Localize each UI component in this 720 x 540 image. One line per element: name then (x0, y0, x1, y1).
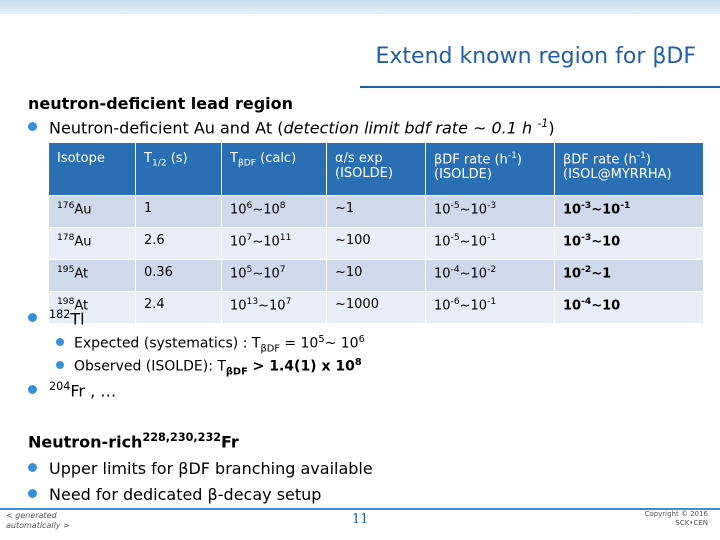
bullet-dot-icon (28, 385, 37, 394)
table-header-row (49, 143, 704, 196)
footer-line (0, 508, 720, 510)
isotope-table (48, 142, 704, 324)
slide-title: Extend known region for βDF (375, 44, 696, 69)
cell-isotope: $^{198}$At (49, 292, 136, 324)
cell-rate-isolde: $10^{-5}\sim 10^{-1}$ (426, 228, 555, 260)
cell-thalf: 2.4 (136, 292, 222, 324)
title-underline (360, 86, 720, 88)
header-t-bdf: $T_{\beta DF}$ (calc) (222, 143, 327, 196)
header-t-half: $T_{1/2}$ (s) (136, 143, 222, 196)
cell-isotope: $^{176}$Au (49, 196, 136, 228)
cell-isotope: $^{178}$Au (49, 228, 136, 260)
sub-bullet-expected: Expected (systematics) : $T_{\beta DF}$ = $10^5\sim$ $10^6$ (56, 334, 365, 354)
table-row (49, 228, 704, 260)
cell-rate-myrrha: $10^{-3}\sim 10$ (555, 228, 704, 260)
table-row (49, 292, 704, 324)
bullet-beta-setup: Need for dedicated β-decay setup (28, 485, 321, 504)
cell-tbdf: $10^7\sim 10^{11}$ (222, 228, 327, 260)
cell-thalf: 1 (136, 196, 222, 228)
footer-generated: < generated automatically > (6, 511, 70, 530)
cell-rate-isolde: $10^{-6}\sim 10^{-1}$ (426, 292, 555, 324)
bullet1-italic: detection limit bdf rate ~ 0.1 h (283, 118, 538, 138)
cell-rate-myrrha: $10^{-4}\sim 10$ (555, 292, 704, 324)
bullet-dot-icon (28, 463, 37, 472)
bullet1-italic-sup: -1 (537, 117, 549, 130)
table-row (49, 260, 704, 292)
bullet-upper-limits: Upper limits for βDF branching available (28, 459, 373, 478)
bullet1-suffix: ) (548, 118, 555, 138)
header-alpha: α/s exp (ISOLDE) (327, 143, 426, 196)
cell-tbdf: $10^6\sim 10^8$ (222, 196, 327, 228)
bullet-dot-icon (28, 489, 37, 498)
top-band (0, 0, 720, 14)
cell-rate-myrrha: $10^{-2}\sim 1$ (555, 260, 704, 292)
table-row (49, 196, 704, 228)
bullet-dot-icon (28, 313, 37, 322)
bullet-fr: $^{204}$Fr , … (28, 380, 116, 400)
cell-alpha: ~1 (327, 196, 426, 228)
bullet-dot-icon (56, 338, 64, 346)
bullet-au-at (28, 117, 555, 137)
header-isotope: Isotope (49, 143, 136, 196)
cell-tbdf: $10^5\sim 10^7$ (222, 260, 327, 292)
footer-copyright: Copyright © 2016 SCK•CEN (644, 510, 708, 527)
cell-tbdf: $10^{13}\sim 10^7$ (222, 292, 327, 324)
header-rate-isolde: βDF rate $(h^{-1})$ (ISOLDE) (426, 143, 555, 196)
cell-thalf: 2.6 (136, 228, 222, 260)
heading-neutron-deficient: neutron-deficient lead region (28, 94, 294, 113)
bullet-dot-icon (56, 361, 64, 369)
cell-rate-isolde: $10^{-4}\sim 10^{-2}$ (426, 260, 555, 292)
header-rate-myrrha: βDF rate $(h^{-1})$ (ISOL@MYRRHA) (555, 143, 704, 196)
bullet-dot-icon (28, 122, 37, 131)
cell-rate-isolde: $10^{-5}\sim 10^{-3}$ (426, 196, 555, 228)
bullet-tl: $^{182}$Tl (28, 308, 85, 328)
sub-bullet-observed: Observed (ISOLDE): $T_{\beta DF} > 1.4(1)$ x $10^8$ (56, 357, 362, 377)
cell-isotope: $^{195}$At (49, 260, 136, 292)
cell-thalf: 0.36 (136, 260, 222, 292)
cell-alpha: ~100 (327, 228, 426, 260)
page-number: 11 (352, 512, 369, 527)
cell-alpha: ~10 (327, 260, 426, 292)
cell-alpha: ~1000 (327, 292, 426, 324)
cell-rate-myrrha: $10^{-3}\sim 10^{-1}$ (555, 196, 704, 228)
heading-neutron-rich: Neutron-rich$^{228,230,232}$Fr (28, 431, 239, 452)
bullet1-prefix: Neutron-deficient Au and At ( (49, 118, 284, 138)
